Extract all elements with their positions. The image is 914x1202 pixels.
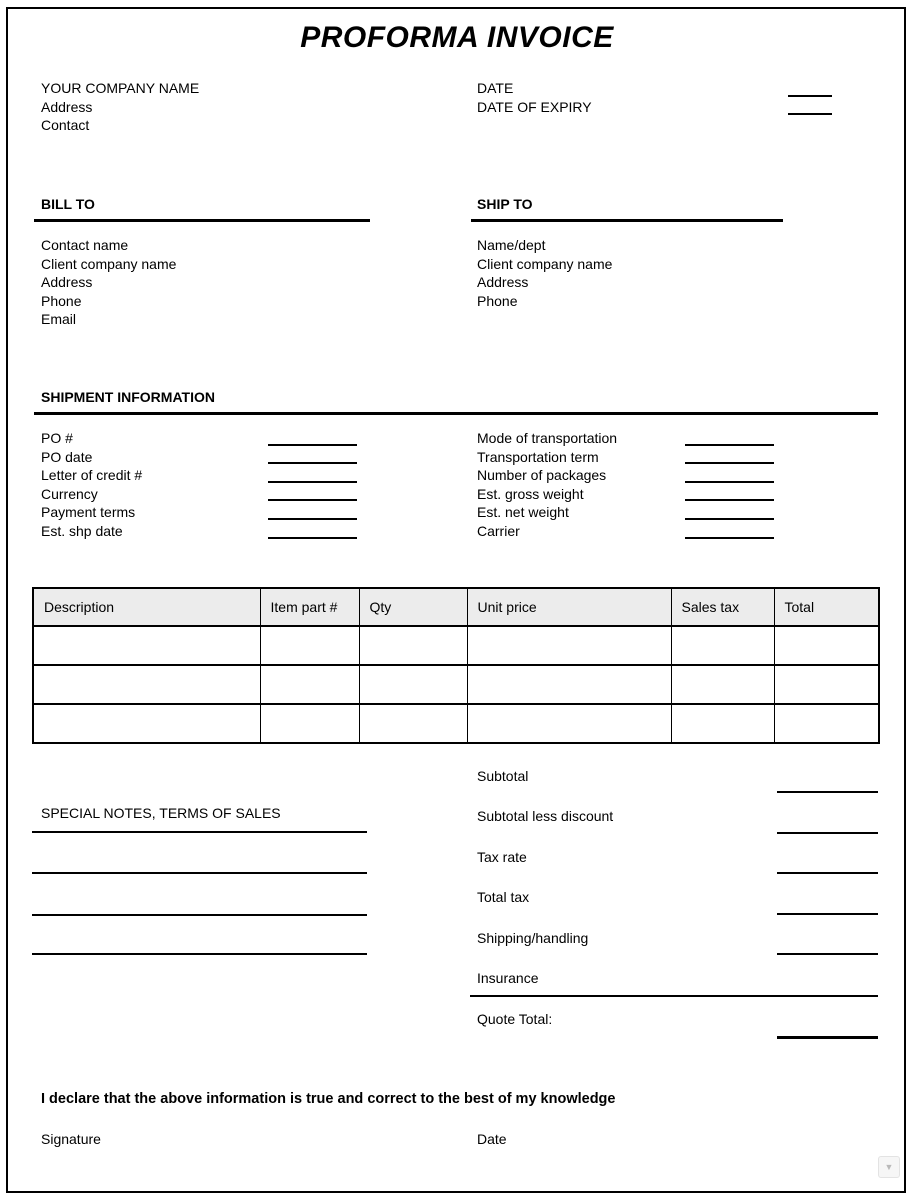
ship-to-heading: SHIP TO: [477, 196, 533, 212]
bill-to-email: Email: [41, 311, 77, 328]
scroll-down-button[interactable]: [878, 1156, 900, 1178]
field-blank-line: [268, 444, 357, 446]
item-cell-empty: [260, 626, 359, 665]
field-row: [41, 503, 357, 522]
company-block: [41, 79, 199, 135]
shipment-fields-right: [477, 429, 774, 541]
company-contact: Contact: [41, 117, 90, 134]
total-value-line: [777, 791, 878, 793]
item-cell-empty: [467, 626, 671, 665]
field-blank-line: [685, 537, 774, 539]
notes-blank-line: [32, 872, 367, 874]
field-blank-line: [268, 537, 357, 539]
bill-to-address: Address: [41, 274, 93, 291]
field-blank-line: [268, 462, 357, 464]
item-cell-empty: [774, 704, 879, 743]
bill-to-rule: [34, 219, 370, 222]
total-value-line: [777, 872, 878, 874]
ship-to-phone: Phone: [477, 292, 518, 309]
bill-to-heading: BILL TO: [41, 196, 95, 212]
item-cell-empty: [467, 665, 671, 704]
bill-to-company: Client company name: [41, 255, 177, 272]
column-header-item-part: Item part #: [260, 588, 359, 626]
items-table-row: [33, 665, 879, 704]
item-cell-empty: [33, 665, 260, 704]
field-row: [41, 429, 357, 448]
bill-to-contact-name: Contact name: [41, 237, 129, 253]
signature-label: Signature: [41, 1131, 101, 1147]
bill-to-fields: [41, 236, 176, 329]
po-number-label: PO #: [41, 430, 73, 446]
items-table-header-row: [33, 588, 879, 626]
est-net-weight-label: Est. net weight: [477, 504, 569, 521]
field-blank-line: [268, 481, 357, 483]
bill-to-phone: Phone: [41, 292, 82, 309]
ship-to-address: Address: [477, 274, 529, 291]
ship-to-name-dept: Name/dept: [477, 237, 546, 253]
notes-blank-line: [32, 914, 367, 916]
company-name: YOUR COMPANY NAME: [41, 80, 200, 96]
chevron-down-icon: ▼: [884, 1162, 894, 1172]
field-row: [477, 522, 774, 541]
expiry-value-line: [788, 113, 832, 115]
item-cell-empty: [774, 665, 879, 704]
column-header-qty: Qty: [359, 588, 467, 626]
column-header-sales-tax: Sales tax: [671, 588, 774, 626]
item-cell-empty: [33, 626, 260, 665]
date-of-expiry-label: DATE OF EXPIRY: [477, 98, 592, 115]
items-table-wrapper: [32, 587, 880, 744]
date-block: [477, 79, 592, 116]
field-row: [477, 485, 774, 504]
date-label: DATE: [477, 80, 514, 96]
item-cell-empty: [774, 626, 879, 665]
mode-of-transportation-label: Mode of transportation: [477, 430, 618, 446]
shipment-info-rule: [34, 412, 878, 415]
item-cell-empty: [671, 704, 774, 743]
notes-blank-line: [32, 953, 367, 955]
tax-rate-label: Tax rate: [477, 849, 527, 865]
letter-of-credit-label: Letter of credit #: [41, 467, 143, 484]
field-blank-line: [685, 481, 774, 483]
currency-label: Currency: [41, 485, 98, 502]
column-header-description: Description: [33, 588, 260, 626]
item-cell-empty: [33, 704, 260, 743]
field-row: [477, 466, 774, 485]
subtotal-less-discount-label: Subtotal less discount: [477, 808, 614, 824]
transportation-term-label: Transportation term: [477, 448, 599, 465]
field-row: [41, 522, 357, 541]
signature-date-label: Date: [477, 1131, 507, 1147]
quote-total-value-line: [777, 1036, 878, 1039]
item-cell-empty: [671, 626, 774, 665]
total-value-line: [777, 832, 878, 834]
total-value-line: [777, 913, 878, 915]
field-row: [477, 429, 774, 448]
items-table-row: [33, 626, 879, 665]
column-header-unit-price: Unit price: [467, 588, 671, 626]
total-value-line: [777, 953, 878, 955]
items-table: [32, 587, 880, 744]
field-blank-line: [268, 499, 357, 501]
shipment-fields-left: [41, 429, 357, 541]
payment-terms-label: Payment terms: [41, 504, 136, 521]
item-cell-empty: [359, 626, 467, 665]
shipment-info-heading: SHIPMENT INFORMATION: [41, 389, 215, 405]
quote-total-label: Quote Total:: [477, 1011, 553, 1027]
carrier-label: Carrier: [477, 522, 520, 539]
ship-to-company: Client company name: [477, 255, 613, 272]
item-cell-empty: [359, 665, 467, 704]
total-tax-label: Total tax: [477, 889, 530, 905]
field-row: [477, 503, 774, 522]
field-blank-line: [685, 499, 774, 501]
field-blank-line: [685, 518, 774, 520]
item-cell-empty: [671, 665, 774, 704]
subtotal-label: Subtotal: [477, 768, 529, 784]
company-address: Address: [41, 98, 93, 115]
date-value-line: [788, 95, 832, 97]
special-notes-heading: SPECIAL NOTES, TERMS OF SALES: [41, 805, 281, 821]
field-blank-line: [685, 444, 774, 446]
notes-blank-line: [32, 831, 367, 833]
field-row: [41, 485, 357, 504]
document-title: PROFORMA INVOICE: [300, 21, 614, 54]
item-cell-empty: [260, 665, 359, 704]
field-row: [477, 448, 774, 467]
declaration-statement: I declare that the above information is true and correct to the best of my knowledge: [41, 1091, 616, 1107]
est-gross-weight-label: Est. gross weight: [477, 485, 584, 502]
shipping-handling-label: Shipping/handling: [477, 930, 589, 946]
po-date-label: PO date: [41, 448, 93, 465]
items-table-row: [33, 704, 879, 743]
field-blank-line: [685, 462, 774, 464]
field-row: [41, 466, 357, 485]
est-shp-date-label: Est. shp date: [41, 522, 123, 539]
field-row: [41, 448, 357, 467]
ship-to-rule: [471, 219, 783, 222]
item-cell-empty: [260, 704, 359, 743]
field-blank-line: [268, 518, 357, 520]
insurance-label: Insurance: [477, 970, 539, 986]
item-cell-empty: [467, 704, 671, 743]
ship-to-fields: [477, 236, 612, 310]
number-of-packages-label: Number of packages: [477, 467, 607, 484]
totals-separator-rule: [470, 995, 878, 997]
column-header-total: Total: [774, 588, 879, 626]
item-cell-empty: [359, 704, 467, 743]
